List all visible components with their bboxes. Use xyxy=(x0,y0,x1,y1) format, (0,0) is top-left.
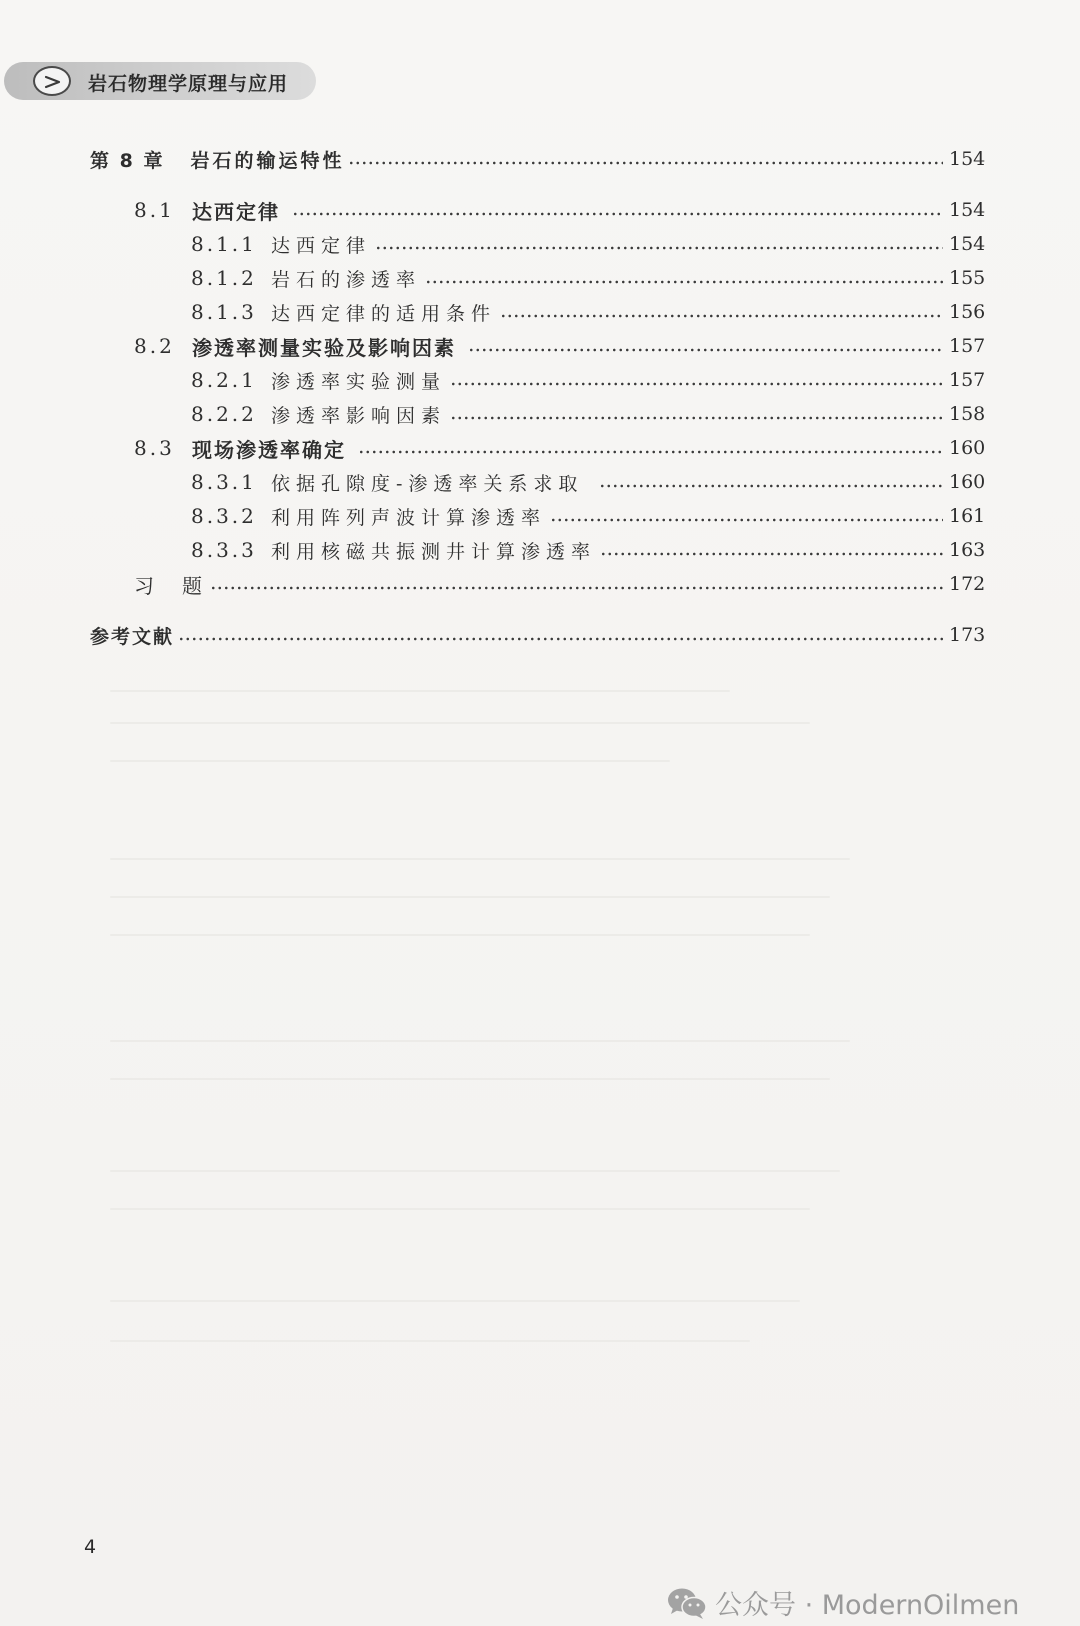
page-number: 4 xyxy=(84,1536,97,1558)
watermark xyxy=(665,1583,1019,1622)
toc-number: 8.2 xyxy=(134,334,175,358)
toc-entry-8-1[interactable] xyxy=(134,195,985,225)
show-through-line xyxy=(110,896,830,898)
toc-entry-8-3-2[interactable] xyxy=(191,501,985,531)
toc-title: 岩石的渗透率 xyxy=(271,268,422,291)
toc-title: 达西定律 xyxy=(271,234,372,257)
toc-page-number: 158 xyxy=(949,403,986,425)
show-through-line xyxy=(110,1340,750,1342)
show-through-line xyxy=(110,690,730,692)
toc-page-number: 155 xyxy=(949,267,986,289)
toc-number: 8.3.1 xyxy=(191,470,257,494)
toc-title: 依据孔隙度-渗透率关系求取 xyxy=(271,472,584,495)
show-through-line xyxy=(110,1208,810,1210)
toc-number: 8.3.3 xyxy=(191,538,257,562)
leader-dots xyxy=(599,467,943,497)
toc-title: 参考文献 xyxy=(90,625,175,648)
toc-number: 第 8 章 xyxy=(90,149,165,172)
toc-entry-8-2-2[interactable] xyxy=(191,399,985,429)
leader-dots xyxy=(178,620,943,650)
toc-page-number: 163 xyxy=(949,539,986,561)
toc-number: 8.3.2 xyxy=(191,504,257,528)
show-through-line xyxy=(110,858,850,860)
show-through-line xyxy=(110,1078,830,1080)
toc-page-number: 157 xyxy=(949,369,986,391)
toc-entry-8-3-1[interactable] xyxy=(191,467,985,497)
toc-page-number: 173 xyxy=(949,624,986,646)
toc-entry-8-2[interactable] xyxy=(134,331,985,361)
show-through-line xyxy=(110,760,670,762)
toc-entry-8-1-3[interactable] xyxy=(191,297,985,327)
leader-dots xyxy=(375,229,943,259)
show-through-line xyxy=(110,934,810,936)
leader-dots xyxy=(348,144,943,174)
toc-number: 8.1 xyxy=(134,198,175,222)
leader-dots xyxy=(550,501,943,531)
running-header-title: 岩石物理学原理与应用 xyxy=(88,73,289,95)
toc-title: 渗透率测量实验及影响因素 xyxy=(192,335,456,360)
leader-dots xyxy=(358,433,943,463)
toc-page-number: 160 xyxy=(949,437,986,459)
show-through-line xyxy=(110,1170,840,1172)
toc-number: 8.2.1 xyxy=(191,368,257,392)
chevron-right-icon xyxy=(33,66,71,96)
toc-title: 渗透率实验测量 xyxy=(271,370,447,393)
toc-title: 达西定律的适用条件 xyxy=(271,302,497,325)
toc-number: 8.1.3 xyxy=(191,300,257,324)
toc-title: 利用核磁共振测井计算渗透率 xyxy=(271,540,597,563)
toc-entry-8-3[interactable] xyxy=(134,433,985,463)
leader-dots xyxy=(210,569,943,599)
toc-entry-8-1-2[interactable] xyxy=(191,263,985,293)
toc-title: 渗透率影响因素 xyxy=(271,404,447,427)
toc-number: 8.2.2 xyxy=(191,402,257,426)
toc-title: 岩石的输运特性 xyxy=(190,149,345,172)
toc-entry-chapter-8[interactable] xyxy=(90,144,985,174)
toc-number: 8.3 xyxy=(134,436,175,460)
toc-title: 习 题 xyxy=(134,573,206,598)
wechat-icon xyxy=(665,1586,709,1620)
toc-entry-8-3-3[interactable] xyxy=(191,535,985,565)
toc-page-number: 154 xyxy=(949,233,986,255)
toc-page-number: 161 xyxy=(949,505,986,527)
toc-entry-exercises[interactable] xyxy=(134,569,985,599)
leader-dots xyxy=(600,535,943,565)
toc-title: 达西定律 xyxy=(192,199,280,224)
leader-dots xyxy=(468,331,943,361)
toc-number: 8.1.1 xyxy=(191,232,257,256)
toc-entry-references[interactable] xyxy=(90,620,985,650)
watermark-text: 公众号 · ModernOilmen xyxy=(715,1590,1020,1621)
toc-page-number: 172 xyxy=(949,573,986,595)
toc-title: 现场渗透率确定 xyxy=(192,437,346,462)
show-through-line xyxy=(110,1300,800,1302)
show-through-line xyxy=(110,722,810,724)
toc-page-number: 157 xyxy=(949,335,986,357)
leader-dots xyxy=(500,297,943,327)
leader-dots xyxy=(450,399,943,429)
toc-page-number: 156 xyxy=(949,301,986,323)
leader-dots xyxy=(450,365,943,395)
toc-entry-8-2-1[interactable] xyxy=(191,365,985,395)
toc-page-number: 154 xyxy=(949,199,986,221)
leader-dots xyxy=(425,263,943,293)
show-through-line xyxy=(110,1040,850,1042)
toc-number: 8.1.2 xyxy=(191,266,257,290)
leader-dots xyxy=(292,195,943,225)
toc-page-number: 154 xyxy=(949,148,986,170)
toc-entry-8-1-1[interactable] xyxy=(191,229,985,259)
toc-page-number: 160 xyxy=(949,471,986,493)
toc-title: 利用阵列声波计算渗透率 xyxy=(271,506,547,529)
